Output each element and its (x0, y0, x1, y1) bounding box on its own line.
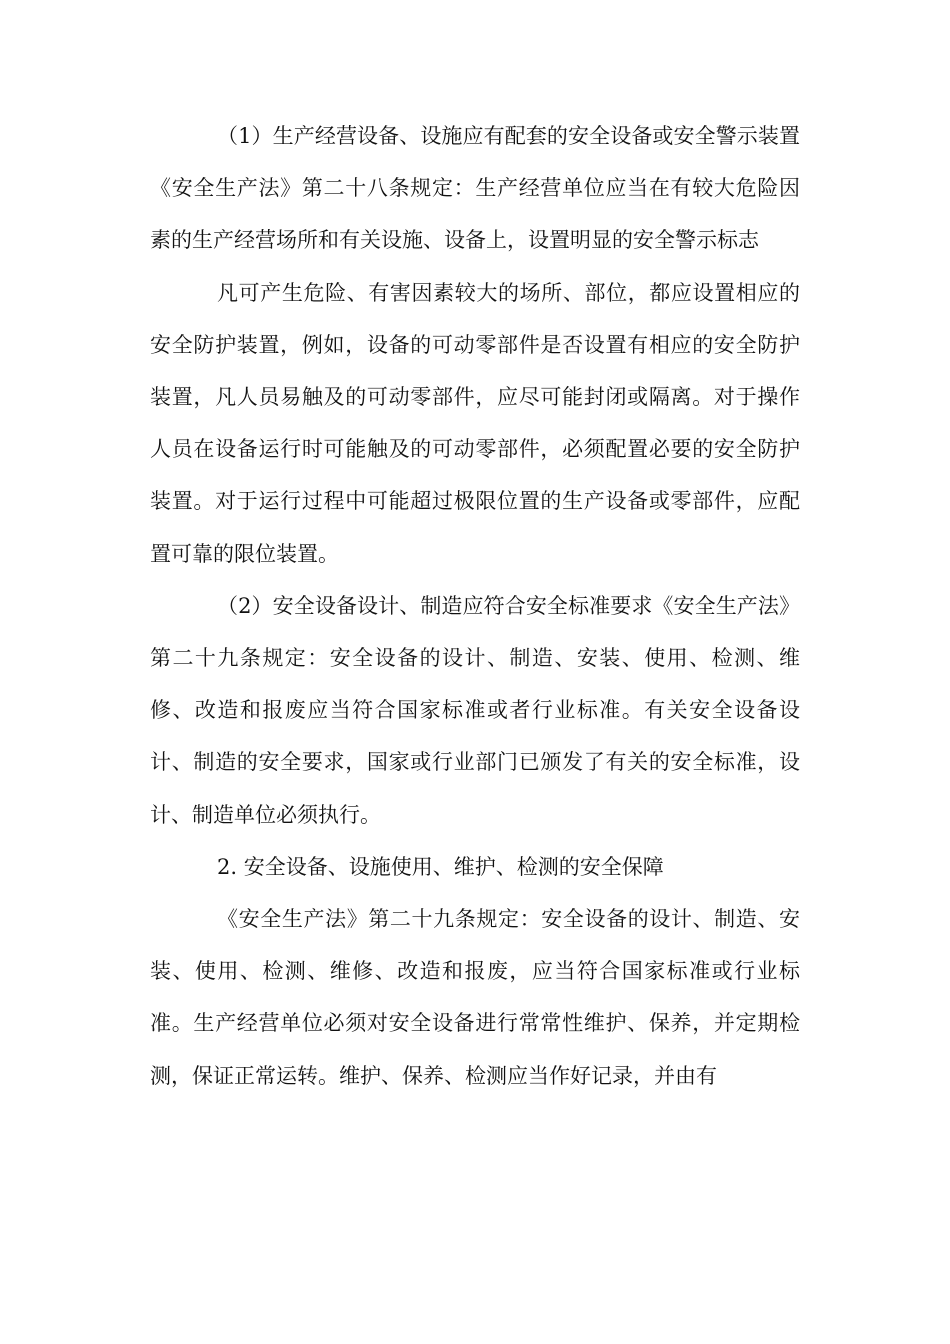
document-body (150, 110, 800, 1102)
section-heading-maintenance: 2. 安全设备、设施使用、维护、检测的安全保障 (217, 854, 664, 879)
paragraph-protective-devices: 凡可产生危险、有害因素较大的场所、部位，都应设置相应的安全防护装置，例如，设备的可动零部件是否设置有相应的安全防护装置，凡人员易触及的可动零部件，应尽可能封闭或隔离。对于操作人员在设备运行时可能触及的可动零部件，必须配置必要的安全防护装置。对于运行过程中可能超过极限位置的生产设备或零部件，应配置可靠的限位装置。 (150, 280, 800, 566)
paragraph-design-standards: （2）安全设备设计、制造应符合安全标准要求《安全生产法》第二十九条规定：安全设备的设计、制造、安装、使用、检测、维修、改造和报废应当符合国家标准或者行业标准。有关安全设备设计、制造的安全要求，国家或行业部门已颁发了有关的安全标准，设计、制造单位必须执行。 (150, 593, 800, 827)
paragraph-maintenance-inspection: 《安全生产法》第二十九条规定：安全设备的设计、制造、安装、使用、检测、维修、改造和报废，应当符合国家标准或行业标准。生产经营单位必须对安全设备进行常常性维护、保养，并定期检测，保证正常运转。维护、保养、检测应当作好记录，并由有 (150, 907, 800, 1088)
paragraph-warning-devices: （1）生产经营设备、设施应有配套的安全设备或安全警示装置《安全生产法》第二十八条规定：生产经营单位应当在有较大危险因素的生产经营场所和有关设施、设备上，设置明显的安全警示标志 (150, 124, 800, 253)
